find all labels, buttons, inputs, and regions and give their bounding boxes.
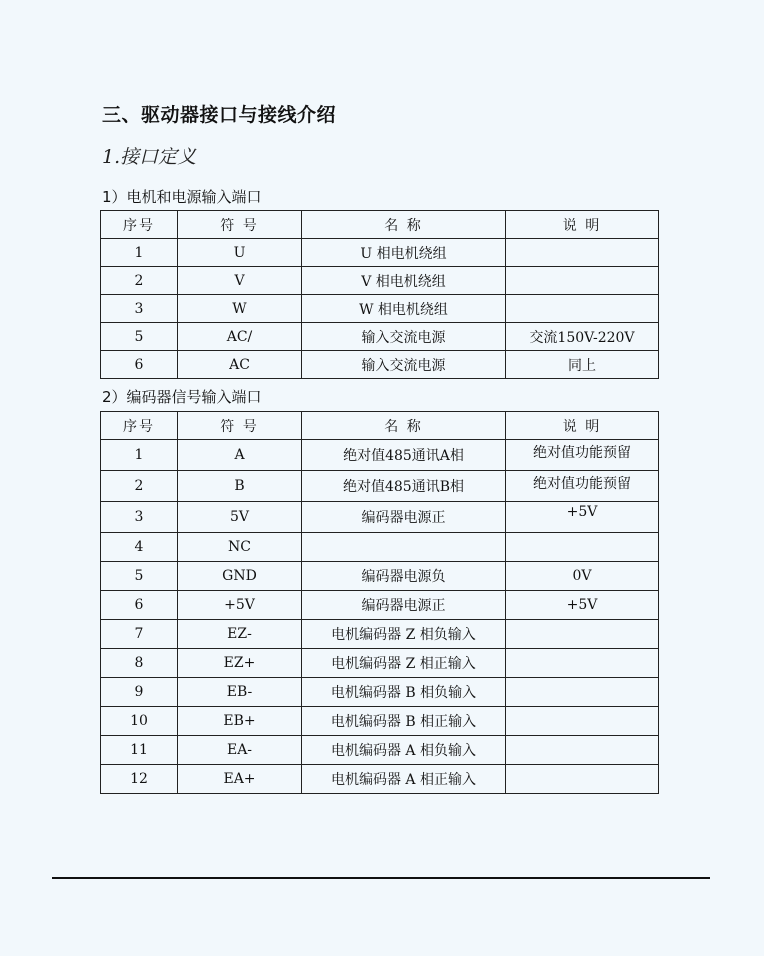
cell-no: 3 xyxy=(101,295,178,323)
cell-note: 交流150V-220V xyxy=(506,323,659,351)
cell-note xyxy=(506,765,659,794)
table-row xyxy=(101,765,659,794)
cell-symbol: U xyxy=(178,239,302,267)
cell-note: 绝对值功能预留 xyxy=(506,440,659,471)
header-cell: 符 号 xyxy=(178,412,302,440)
cell-no: 5 xyxy=(101,323,178,351)
cell-name: 电机编码器 Z 相正输入 xyxy=(302,649,506,678)
cell-name: 电机编码器 A 相负输入 xyxy=(302,736,506,765)
table-header-row xyxy=(101,412,659,440)
table-row xyxy=(101,707,659,736)
cell-symbol: B xyxy=(178,471,302,502)
cell-name: 绝对值485通讯A相 xyxy=(302,440,506,471)
table2-title: 2）编码器信号输入端口 xyxy=(102,388,262,406)
table-row xyxy=(101,267,659,295)
cell-no: 11 xyxy=(101,736,178,765)
cell-no: 4 xyxy=(101,533,178,562)
table-row xyxy=(101,649,659,678)
cell-symbol: EB- xyxy=(178,678,302,707)
cell-note xyxy=(506,533,659,562)
cell-no: 6 xyxy=(101,351,178,379)
cell-note: 0V xyxy=(506,562,659,591)
cell-name: V 相电机绕组 xyxy=(302,267,506,295)
motor-power-port-table xyxy=(100,210,659,379)
cell-name: 电机编码器 B 相正输入 xyxy=(302,707,506,736)
cell-no: 2 xyxy=(101,471,178,502)
cell-note: 同上 xyxy=(506,351,659,379)
table-row xyxy=(101,736,659,765)
cell-name: 编码器电源负 xyxy=(302,562,506,591)
cell-note xyxy=(506,267,659,295)
footer-divider xyxy=(52,877,710,879)
cell-name: 编码器电源正 xyxy=(302,591,506,620)
cell-symbol: AC xyxy=(178,351,302,379)
table-row xyxy=(101,351,659,379)
header-cell: 序号 xyxy=(101,211,178,239)
table-row xyxy=(101,533,659,562)
cell-no: 5 xyxy=(101,562,178,591)
cell-name: U 相电机绕组 xyxy=(302,239,506,267)
cell-symbol: EZ- xyxy=(178,620,302,649)
cell-symbol: AC/ xyxy=(178,323,302,351)
cell-name: 输入交流电源 xyxy=(302,351,506,379)
table-row xyxy=(101,239,659,267)
page-title: 三、驱动器接口与接线介绍 xyxy=(102,104,337,126)
cell-no: 9 xyxy=(101,678,178,707)
cell-name: 电机编码器 B 相负输入 xyxy=(302,678,506,707)
section-title: 1.接口定义 xyxy=(102,146,197,168)
table-row xyxy=(101,591,659,620)
cell-name: 电机编码器 A 相正输入 xyxy=(302,765,506,794)
table-row xyxy=(101,502,659,533)
cell-note: 绝对值功能预留 xyxy=(506,471,659,502)
cell-note: +5V xyxy=(506,591,659,620)
cell-symbol: NC xyxy=(178,533,302,562)
cell-no: 10 xyxy=(101,707,178,736)
cell-name: 绝对值485通讯B相 xyxy=(302,471,506,502)
cell-note xyxy=(506,736,659,765)
table-row xyxy=(101,295,659,323)
cell-name: 电机编码器 Z 相负输入 xyxy=(302,620,506,649)
cell-no: 12 xyxy=(101,765,178,794)
cell-note xyxy=(506,707,659,736)
cell-no: 8 xyxy=(101,649,178,678)
cell-symbol: EA- xyxy=(178,736,302,765)
cell-name: 编码器电源正 xyxy=(302,502,506,533)
cell-no: 3 xyxy=(101,502,178,533)
table-row xyxy=(101,471,659,502)
cell-note xyxy=(506,295,659,323)
header-cell: 符 号 xyxy=(178,211,302,239)
cell-no: 1 xyxy=(101,239,178,267)
table-row xyxy=(101,562,659,591)
cell-name xyxy=(302,533,506,562)
header-cell: 名 称 xyxy=(302,412,506,440)
cell-no: 2 xyxy=(101,267,178,295)
cell-symbol: EB+ xyxy=(178,707,302,736)
table1-title: 1）电机和电源输入端口 xyxy=(102,188,262,206)
encoder-signal-port-table xyxy=(100,411,659,794)
cell-note xyxy=(506,620,659,649)
cell-symbol: A xyxy=(178,440,302,471)
table-row xyxy=(101,678,659,707)
cell-note xyxy=(506,649,659,678)
cell-symbol: 5V xyxy=(178,502,302,533)
cell-symbol: W xyxy=(178,295,302,323)
cell-symbol: GND xyxy=(178,562,302,591)
cell-no: 6 xyxy=(101,591,178,620)
cell-note xyxy=(506,678,659,707)
cell-note xyxy=(506,239,659,267)
cell-note: +5V xyxy=(506,502,659,533)
table-row xyxy=(101,323,659,351)
table-row xyxy=(101,440,659,471)
header-cell: 名 称 xyxy=(302,211,506,239)
cell-symbol: +5V xyxy=(178,591,302,620)
header-cell: 说 明 xyxy=(506,412,659,440)
cell-symbol: V xyxy=(178,267,302,295)
cell-name: W 相电机绕组 xyxy=(302,295,506,323)
header-cell: 说 明 xyxy=(506,211,659,239)
cell-no: 7 xyxy=(101,620,178,649)
cell-symbol: EZ+ xyxy=(178,649,302,678)
table-row xyxy=(101,620,659,649)
cell-symbol: EA+ xyxy=(178,765,302,794)
header-cell: 序号 xyxy=(101,412,178,440)
cell-no: 1 xyxy=(101,440,178,471)
cell-name: 输入交流电源 xyxy=(302,323,506,351)
table-header-row xyxy=(101,211,659,239)
